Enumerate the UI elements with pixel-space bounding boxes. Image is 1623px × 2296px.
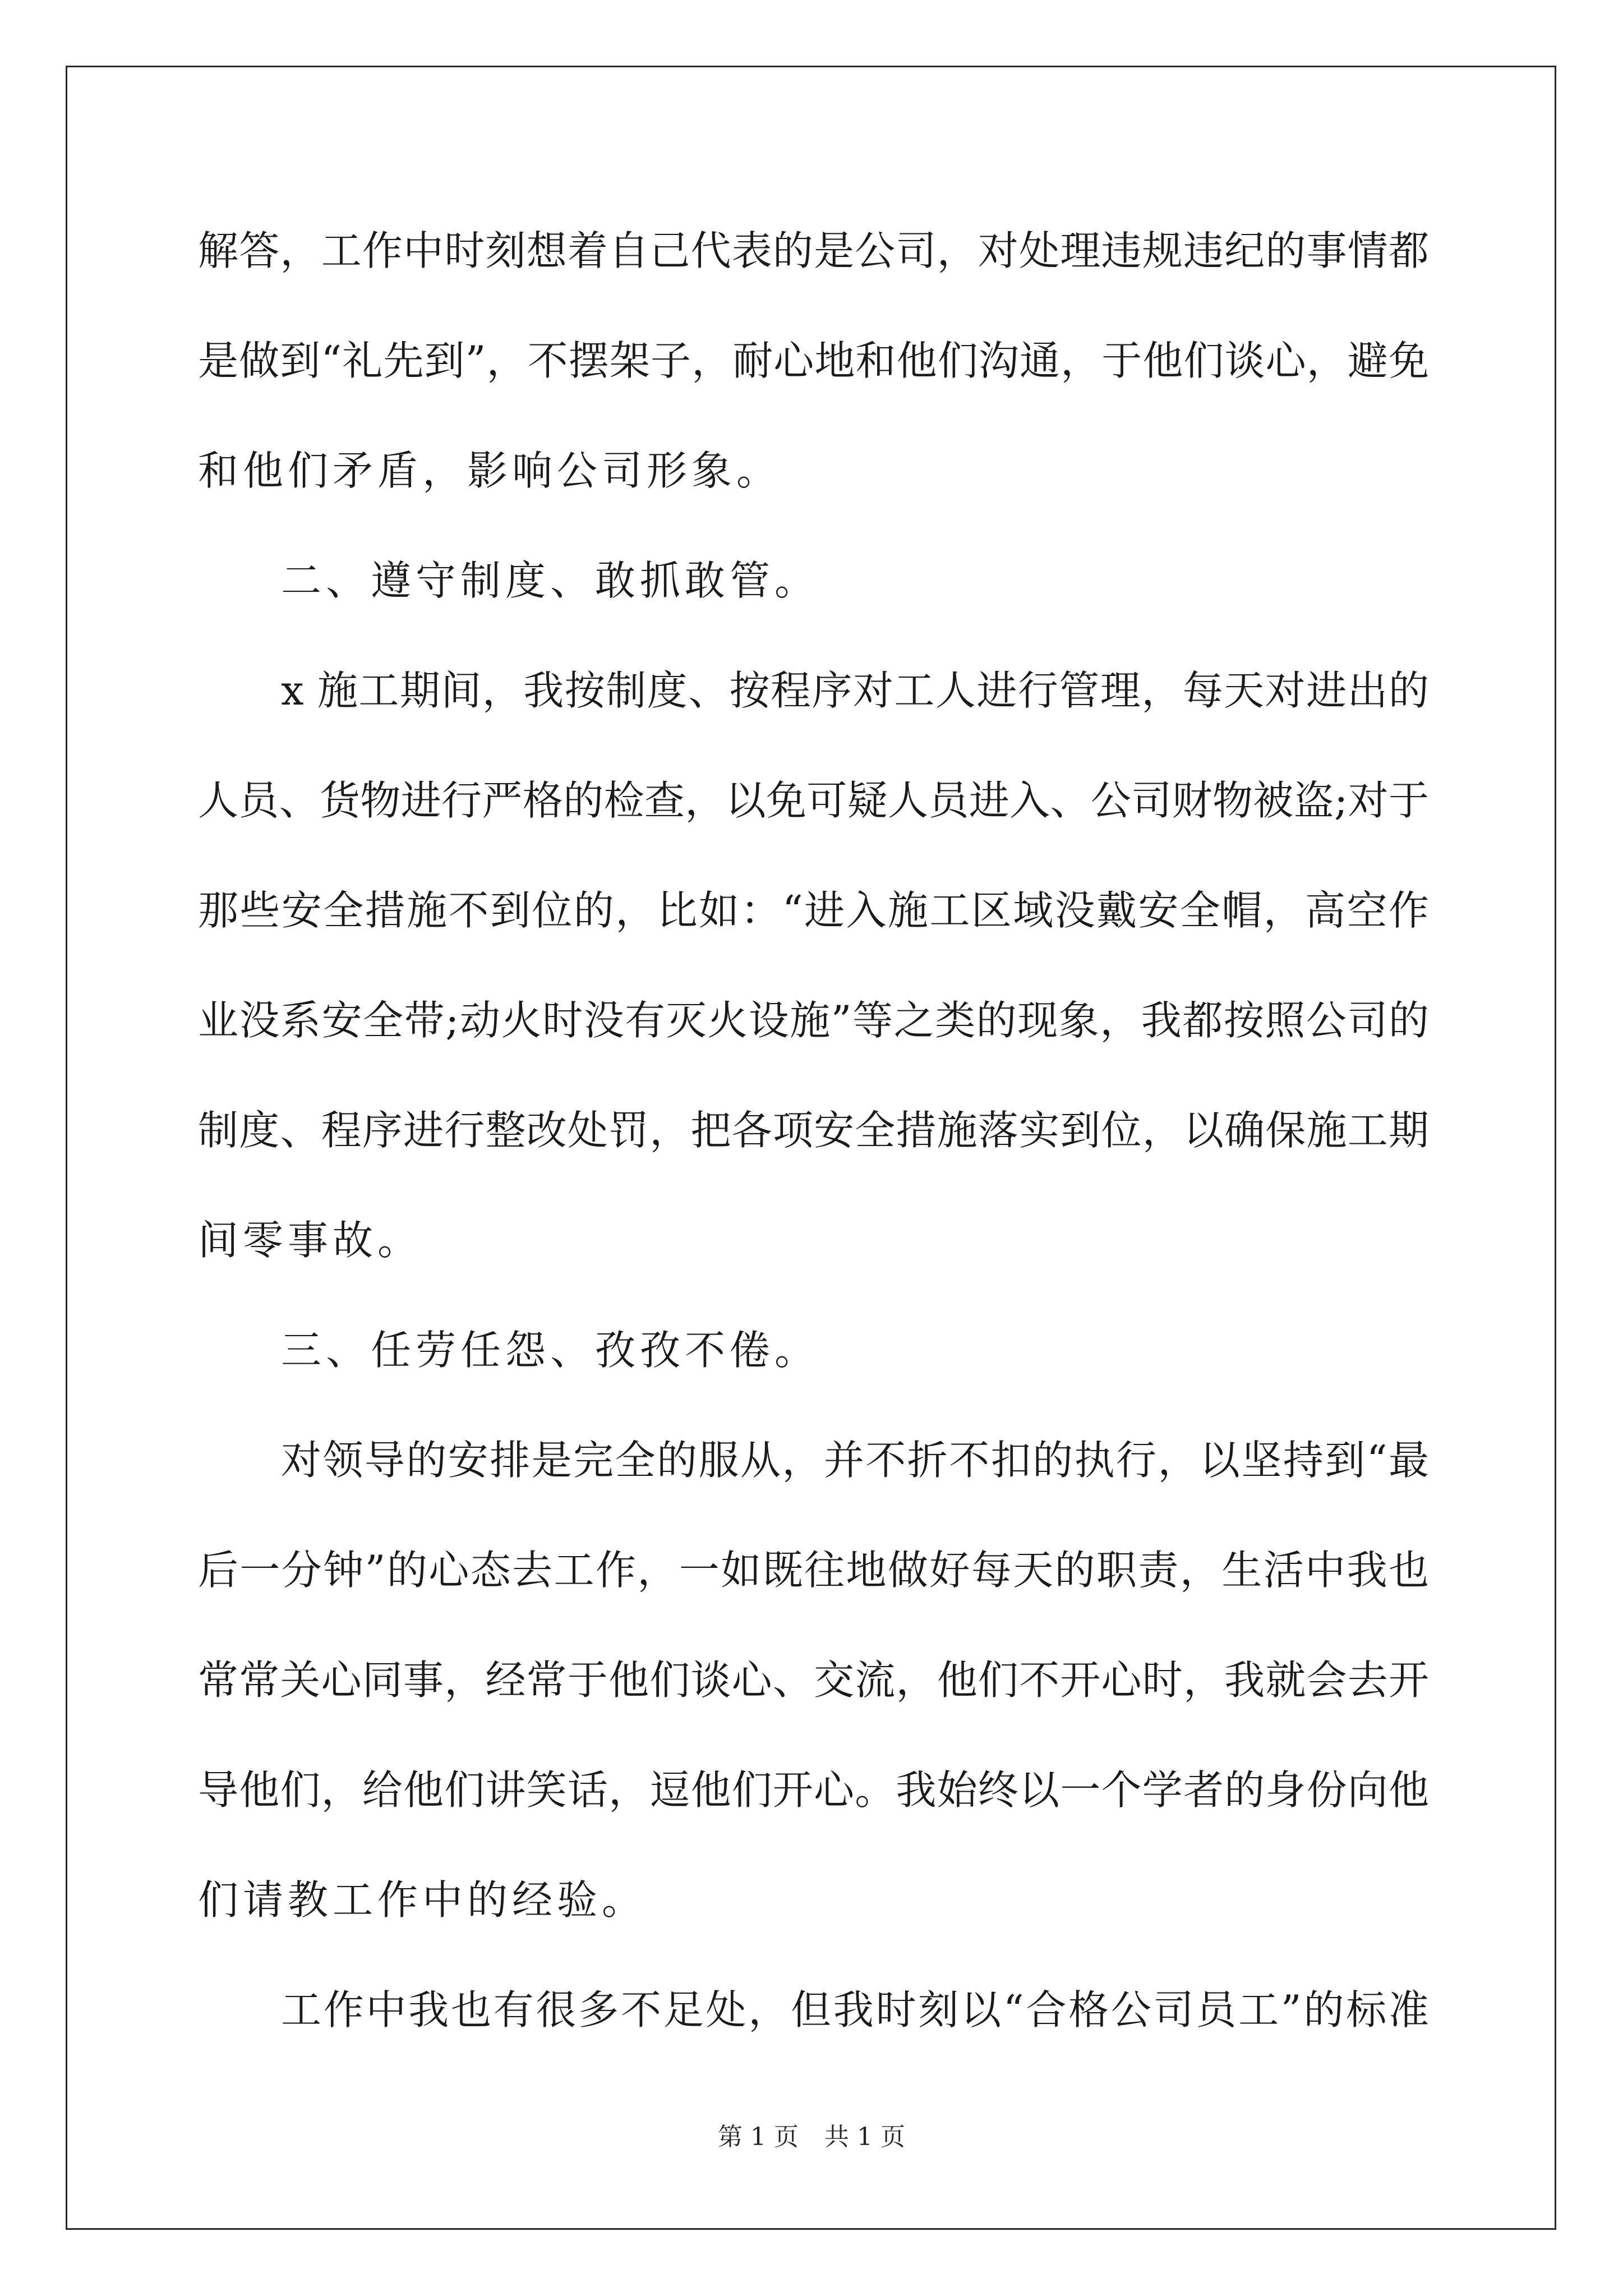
- text-line: 二、遵守制度、敢抓敢管。: [281, 557, 820, 604]
- document-body: [198, 220, 1429, 2089]
- text-line: 们请教工作中的经验。: [198, 1876, 647, 1924]
- text-line: 三、任劳任怨、孜孜不倦。: [281, 1327, 820, 1374]
- text-line: 间零事故。: [198, 1217, 423, 1264]
- text-line: x 施工期间，我按制度、按程序对工人进行管理，每天对进出的: [281, 667, 1429, 714]
- page-footer: [0, 2120, 1623, 2154]
- text-line: 人员、货物进行严格的检查，以免可疑人员进入、公司财物被盗;对于: [198, 777, 1429, 824]
- text-line: 是做到“礼先到”，不摆架子，耐心地和他们沟通，于他们谈心，避免: [198, 337, 1429, 384]
- text-line: 解答，工作中时刻想着自己代表的是公司，对处理违规违纪的事情都: [198, 227, 1429, 274]
- text-line: 常常关心同事，经常于他们谈心、交流，他们不开心时，我就会去开: [198, 1657, 1429, 1704]
- text-line: 那些安全措施不到位的，比如：“进入施工区域没戴安全帽，高空作: [198, 887, 1429, 934]
- page-number-current: 第 1 页: [718, 2123, 799, 2151]
- text-line: 工作中我也有很多不足处，但我时刻以“合格公司员工”的标准: [281, 1986, 1429, 2033]
- text-line: 导他们，给他们讲笑话，逗他们开心。我始终以一个学者的身份向他: [198, 1766, 1429, 1814]
- text-line: 对领导的安排是完全的服从，并不折不扣的执行，以坚持到“最: [281, 1437, 1429, 1484]
- text-line: 和他们矛盾，影响公司形象。: [198, 447, 782, 494]
- text-line: 制度、程序进行整改处罚，把各项安全措施落实到位，以确保施工期: [198, 1107, 1429, 1154]
- page-number-total: 共 1 页: [824, 2123, 905, 2151]
- text-line: 业没系安全带;动火时没有灭火设施”等之类的现象，我都按照公司的: [198, 997, 1429, 1044]
- text-line: 后一分钟”的心态去工作，一如既往地做好每天的职责，生活中我也: [198, 1547, 1429, 1594]
